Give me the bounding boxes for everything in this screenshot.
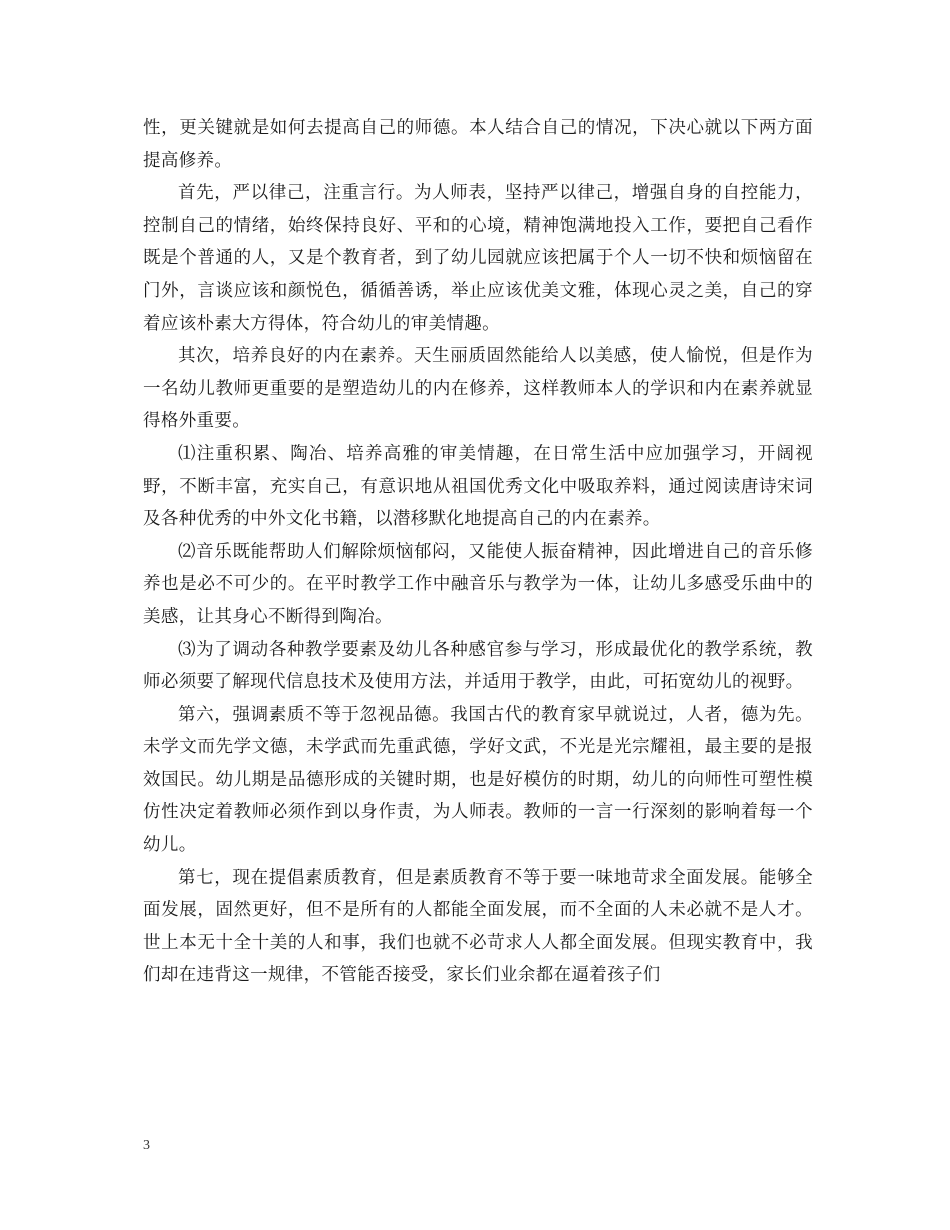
paragraph-item-2: ⑵音乐既能帮助人们解除烦恼郁闷，又能使人振奋精神，因此增进自己的音乐修养也是必不可少的。在平时教学工作中融音乐与教学为一体，让幼儿多感受乐曲中的美感，让其身心不断得到陶冶。 bbox=[143, 541, 813, 627]
document-body bbox=[143, 112, 813, 992]
paragraph-item-1: ⑴注重积累、陶冶、培养高雅的审美情趣，在日常生活中应加强学习，开阔视野，不断丰富，充实自己，有意识地从祖国优秀文化中吸取养料，通过阅读唐诗宋词及各种优秀的中外文化书籍，以潜移默化地提高自己的内在素养。 bbox=[143, 443, 813, 530]
paragraph-item-3: ⑶为了调动各种教学要素及幼儿各种感官参与学习，形成最优化的教学系统，教师必须要了解现代信息技术及使用方法，并适用于教学，由此，可拓宽幼儿的视野。 bbox=[143, 639, 813, 693]
paragraph-inner-cultivation: 其次，培养良好的内在素养。天生丽质固然能给人以美感，使人愉悦，但是作为一名幼儿教师更重要的是塑造幼儿的内在修养，这样教师本人的学识和内在素养就显得格外重要。 bbox=[143, 346, 813, 432]
page-number: 3 bbox=[143, 1138, 150, 1153]
paragraph-sixth: 第六，强调素质不等于忽视品德。我国古代的教育家早就说过，人者，德为先。未学文而先学文德，未学武而先重武德，学好文武，不光是光宗耀祖，最主要的是报效国民。幼儿期是品德形成的关键时期，也是好模仿的时期，幼儿的向师性可塑性模仿性决定着教师必须作到以身作责，为人师表。教师的一言一行深刻的影响着每一个幼儿。 bbox=[143, 704, 813, 856]
paragraph-self-discipline: 首先，严以律己，注重言行。为人师表，坚持严以律己，增强自身的自控能力，控制自己的情绪，始终保持良好、平和的心境，精神饱满地投入工作，要把自己看作既是个普通的人，又是个教育者，到了幼儿园就应该把属于个人一切不快和烦恼留在门外，言谈应该和颜悦色，循循善诱，举止应该优美文雅，体现心灵之美，自己的穿着应该朴素大方得体，符合幼儿的审美情趣。 bbox=[143, 183, 813, 334]
paragraph-continued: 性，更关键就是如何去提高自己的师德。本人结合自己的情况，下决心就以下两方面提高修养。 bbox=[143, 118, 813, 171]
paragraph-seventh: 第七，现在提倡素质教育，但是素质教育不等于要一味地苛求全面发展。能够全面发展，固然更好，但不是所有的人都能全面发展，而不全面的人未必就不是人才。世上本无十全十美的人和事，我们也就不必苛求人人都全面发展。但现实教育中，我们却在违背这一规律，不管能否接受，家长们业余都在逼着孩子们 bbox=[143, 867, 813, 986]
